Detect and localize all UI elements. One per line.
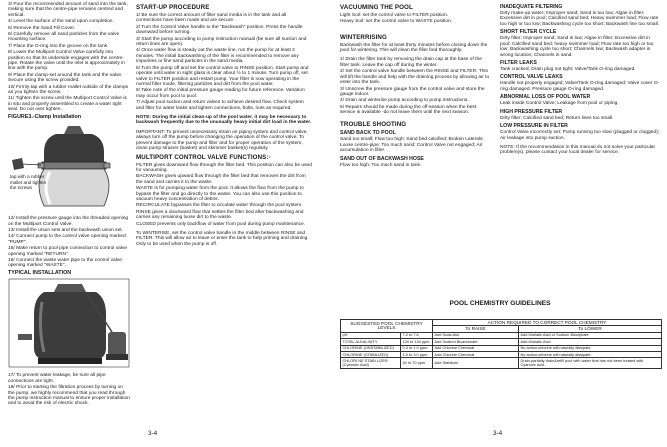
- sand-out-heading: SAND OUT OF BACKWASH HOSE: [340, 155, 424, 162]
- levels-header: SUGGESTED POOL CHEMISTRY LEVELS: [341, 320, 433, 333]
- important-note: IMPORTANT: To prevent unnecessary strain on piping system and control valve, always turn off the pump before changing the operation of the control valve. To prevent damage to the pump and filter and for proper operation of the system, clean pump strainer (basket) and skimmer basket(s) regularly.: [136, 129, 308, 152]
- column-installation: [8, 2, 130, 408]
- chem-raise: Add Chlorine Chemical: [433, 345, 519, 351]
- chem-level: 100 to 130 ppm: [401, 339, 433, 345]
- clamp-figure: [8, 122, 130, 212]
- winterising-step: 4/ Drain and winterise pump according to pump instructions.: [340, 98, 469, 104]
- clamp-figure-label: tap with a rubber mallet and tighten the screws: [10, 174, 47, 190]
- install-step: 4/ Level the surface of the sand upon completion.: [8, 19, 114, 25]
- sand-out-text: Flow too high; Too much sand in tank.: [340, 162, 422, 168]
- startup-step: 7/ Adjust pool suction and return valves to achieve desired flow. Check system and filter for water leaks and tighten connections, bolts, nuts as required.: [136, 100, 304, 111]
- issue-heading: ABNORMAL LOSS OF POOL WATER: [500, 94, 591, 101]
- issue-text: Dirty filter; Calcified sand bed; Return lines too small.: [500, 115, 614, 121]
- startup-step: 1/ Be sure the correct amount of filter sand media is in the tank and all connections have been made and are secure.: [136, 13, 287, 24]
- filter-pump-illustration: [8, 278, 130, 368]
- issue-text: Dirty make-up water; Improper sand; Sand is too low; Algae in filter; Excessive dirt in pool; Calcified sand bed; Heavy swimmer load; Flow rate too high or too low; Backwashing cycle too short; Backwash line too small.: [500, 10, 660, 27]
- chem-raise: Add Sodium Bicarbonate: [433, 339, 519, 345]
- issue-text: Dirty filter; Improper sand; Sand is low; Algae in filter; Excessive dirt in pool; Calcified sand bed; heavy swimmer load; Flow rate too high or too low; Backwashing cycle too short; Channels low; Backwash adapter in wrong location; Channels in sand.: [500, 36, 654, 58]
- mpv-function: CLOSED prevents only backflow of water from pool during pump maintenance.: [136, 221, 306, 227]
- winterise-note: To WINTERISE, set the control valve handle in the middle between RINSE and FILTER. This will allow air to leave or enter the tank to help priming and draining. Only to be used when the pump is off.: [136, 230, 309, 247]
- chem-name: TOTAL ALKALINITY: [341, 339, 401, 345]
- issue-heading: LOW PRESSURE IN FILTER: [500, 123, 568, 130]
- page-number-left: 3-4: [148, 430, 158, 437]
- chem-name: CHLORINE (STABILIZED): [341, 352, 401, 358]
- raise-header: To RAISE: [433, 326, 519, 332]
- issue-text: Tank cracked; Drain plug not tight; Valve/Tank O-ring damaged.: [500, 67, 636, 73]
- install-steps-a: [8, 2, 130, 113]
- installation-figure: [8, 278, 130, 370]
- column-troubleshooting: [500, 2, 660, 157]
- chem-level: 0.3 to 1.0 ppm: [401, 345, 433, 351]
- install-step: 5/ Remove the Sand Fill Cover.: [8, 25, 76, 31]
- startup-step: 5/ Turn the pump off and set the control valve to RINSE position. Start pump and operate until water in sight glass is clear about ½ to 1 minute. Turn pump off, set valve to FILTER position and restart pump. Your filter is now operating in the normal filter mode, filtering particles and dirt from the pool water.: [136, 65, 309, 87]
- column-startup: [136, 2, 312, 248]
- chemistry-title: POOL CHEMISTRY GUIDELINES: [449, 300, 551, 307]
- install-step: 3/ Pour the recommended amount of sand into the tank, making sure that the centre-pipe remains centred and vertical.: [8, 2, 128, 18]
- startup-heading: START-UP PROCEDURE: [136, 4, 210, 11]
- install-step: 12/ Install the pressure gauge into the threaded opening on the Multiport Control Valve.: [8, 216, 129, 227]
- chem-name: pH: [341, 332, 401, 338]
- install-step: 13/ Install the union sets and the backwash union set.: [8, 227, 123, 233]
- install-step: 6/ Carefully remove all sand particles from the valve mounting surface.: [8, 31, 120, 43]
- issue-heading: CONTROL VALVE LEAKS: [500, 74, 563, 81]
- chem-raise: Add Soda Ash: [433, 332, 519, 338]
- vacuum-line: Heavy Soil: set the control valve to WASTE position.: [340, 19, 453, 25]
- column-vacuum-winter: [340, 2, 492, 169]
- mpv-function: BACKWASH gives upward flow through the filter bed that removes the dirt from the sand and carries it to the waste.: [136, 174, 306, 185]
- page-number-right: 3-4: [493, 430, 503, 437]
- install-step: 15/ Make return to pool pipe connection to control valve opening marked "RETURN".: [8, 246, 128, 257]
- install-steps-c: [8, 373, 130, 407]
- install-step: 17/ To prevent water leakage, be sure all pipe connections are tight.: [8, 373, 106, 384]
- issue-text: Control Valve incorrectly set; Pump running too slow (plugged or clogged); Air leakage into pump suction.: [500, 130, 660, 141]
- winterising-intro: Backwash the filter for at least thirty minutes before closing down the pool for wintering. This will clean the filler bed thoroughly.: [340, 42, 488, 54]
- winterising-step: 1/ Drain the filter tank by removing the drain cap at the base of the filter tank. Leave the cap off during the winter.: [340, 57, 482, 68]
- issue-heading: HIGH PRESSURE FILTER: [500, 108, 563, 115]
- startup-step: 2/ Turn the Control Valve handle to the "Backwash" position. Press the handle downward before turning.: [136, 24, 303, 36]
- sand-back-heading: SAND BACK TO POOL: [340, 130, 396, 137]
- issue-text: Handle not properly engaged; Valve/Tank O-ring damaged; Valve cover O-ring damaged. Pressure gauge O-ring damaged.: [500, 81, 660, 92]
- install-step: 11/ Tighten the screw until the Multiport Control Valve is in situ and properly assembled to create a water tight seal. Do not over tighten.: [8, 96, 127, 113]
- install-step: 8/ Lower the Multiport Control Valve carefully into position so that its underside engages with the centre-pipe. Rotate the valve until the inlet is approximately in line with the pump.: [8, 50, 125, 72]
- figure3-caption: FIGURE3.-Clamp Installation: [8, 113, 82, 120]
- chem-lower: No action-chlorine will naturally dissipate: [519, 352, 662, 358]
- issue-heading: FILTER LEAKS: [500, 60, 537, 67]
- mpv-function: RECIRCULATE bypasses the filter to circulate water through the pool system.: [136, 203, 303, 209]
- pump-caption: TYPICAL INSTALLATION: [8, 269, 72, 276]
- chem-lower: Drain-partially drain&refill pool with water that has not been treated with Cyanuric Acid.: [519, 358, 662, 369]
- chem-raise: Add Chlorine Chemical: [433, 352, 519, 358]
- install-step: 18/ Prior to starting the filtration process by turning on the pump, we highly recommend that you read through the pump instruction manual to ensure proper installation and to avoid the risk of electric shock.: [8, 385, 130, 407]
- vacuum-heading: VACUUMING THE POOL: [340, 4, 413, 11]
- chem-raise: Add Stabilizer: [433, 358, 519, 369]
- mpv-heading: MULTIPORT CONTROL VALVE FUNCTIONS:-: [136, 153, 271, 161]
- startup-note: NOTE: During the initial clean-up of the pool water, it may be necessary to backwash frequently due to the unusually heavy initial dirt load in the water.: [136, 114, 312, 126]
- issue-text: Leak inside Control Valve; Leakage from pool or piping.: [500, 101, 619, 107]
- chem-level: 7.2 to 7.6: [401, 332, 433, 338]
- chem-level: 1.0 to 3.0 ppm: [401, 352, 433, 358]
- action-header: ACTION REQUIRED TO CORRECT POOL CHEMISTRY: [433, 320, 662, 326]
- issue-heading: SHORT FILTER CYCLE: [500, 29, 557, 36]
- chem-name: CHLORINE (UNSTABILIZED): [341, 345, 401, 351]
- install-steps-b: [8, 216, 130, 269]
- issue-heading: INADEQUATE FILTERING: [500, 4, 563, 10]
- chem-level: 40 to 70 ppm: [401, 358, 433, 369]
- sand-back-text: Sand too small; Flow too high; Sand bed calcified; Broken Laterals; Loose centre-pipe; Too much sand; Control Valve not engaged; Air accumulation in filter.: [340, 137, 484, 154]
- startup-step: 4/ Once water flow is steady out the waste line, run the pump for at least 2 minutes. The initial backwashing of the filter is recommended to remove any impurities or fine sand particles in the sand media.: [136, 48, 299, 65]
- install-step: 14/ Connect pump to the control valve opening marked "PUMP".: [8, 234, 126, 245]
- clamp-illustration: [8, 122, 130, 208]
- mpv-function: RINSE gives a downward flow that settles the filter bed after backwashing and carries any remaining loose dirt to the waste.: [136, 209, 304, 221]
- chem-name: CHLORI NE STABI LIZER (Cyanuric Acid): [341, 358, 401, 369]
- chem-lower: No action-chlorine will naturally dissipate: [519, 345, 662, 351]
- service-note: NOTE: If the recommendation in this manual do not solve your particular problem(s), please contact your local dealer for service.: [500, 144, 656, 156]
- mpv-function: WASTE is for pumping water from the pool. It allows the flow from the pump to bypass the filter and go directly to the waste. You can also use this position to vacuum heavy concentration of debris.: [136, 186, 304, 203]
- chem-lower: Add Muriatic Acid or Sodium Bisulphate: [519, 332, 662, 338]
- winterising-step: 2/ Set the control valve handle between the RINSE and FILTER. This will lift the handle and help with the draining process by allowing air to enter into the tank.: [340, 69, 490, 86]
- lower-header: To LOWER: [519, 326, 662, 332]
- winterising-step: 3/ Unscrew the pressure gauge from the control valve and store the gauge indoor.: [340, 86, 485, 97]
- startup-step: 6/ Take note of the initial pressure gauge reading for future reference. Variation may occur from pool to pool.: [136, 88, 305, 99]
- install-step: 10/ Firmly tap with a rubber mallet outside of the clamps as you tighten the screw.: [8, 84, 129, 96]
- mpv-function: FILTER gives downward flow through the filter bed. This position can also be used for vacuuming.: [136, 162, 312, 173]
- chemistry-table: [340, 319, 662, 369]
- table-row: [341, 358, 662, 369]
- winterising-step: 5/ Repairs should be made during the off-season when the best service is available -do not leave them until the next season.: [340, 104, 477, 116]
- chem-lower: Add Muriatic Acid: [519, 339, 662, 345]
- install-step: 9/ Place the clamp-set around the tank and the valve. Secure using the screw provided.: [8, 72, 123, 84]
- install-step: 16/ Connect the waste water pipe to the control valve opening marked "WASTE".: [8, 257, 122, 269]
- vacuum-line: Light Soil: set the control valve to FILTER position.: [340, 13, 449, 18]
- startup-step: 3/ Start the pump according to pump instruction manual (be sure all suction and return lines are open).: [136, 36, 307, 48]
- winterising-heading: WINTERRISING: [340, 33, 387, 41]
- troubleshooting-heading: TROUBLE SHOOTING: [340, 121, 407, 129]
- install-step: 7/ Place the O-ring into the groove on the tank.: [8, 43, 109, 49]
